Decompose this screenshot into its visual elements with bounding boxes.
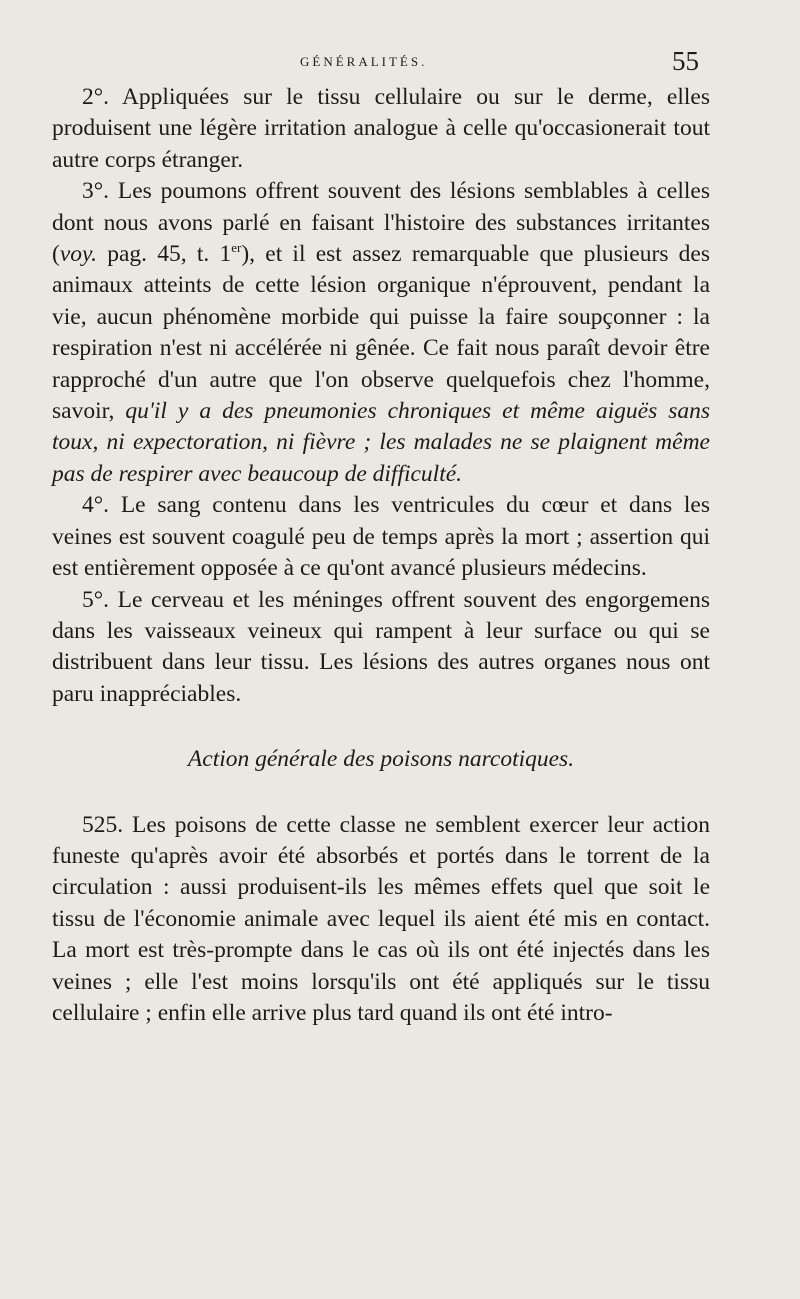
paragraph-3-italic-quote: qu'il y a des pneumonies chroniques et même aiguës sans toux, ni expectoration, ni fièvre ; les malades ne se plaignent même pas de respirer avec beaucoup de difficulté. [52, 398, 711, 487]
paragraph-3-part3: ), et il est assez remarquable que plusieurs des animaux atteints de cette lésion organique n'éprouvent, pendant la vie, aucun phénomène morbide qui puisse la faire soupçonner : la respiration n'est ni accélérée ni gênée. Ce fait nous paraît devoir être rapproché d'un autre que l'on observe quelquefois chez l'homme, savoir, [52, 241, 710, 425]
paragraph-525: 525. Les poisons de cette classe ne semblent exercer leur action funeste qu'après avoir été absorbés et portés dans le torrent de la circulation : aussi produisent-ils les mêmes effets quel que soit le tissu de l'économie animale avec lequel ils aient été mis en contact. La mort est très-prompte dans le cas où ils ont été injectés dans les veines ; elle l'est moins lorsqu'ils ont été appliqués sur le tissu cellulaire ; enfin elle arrive plus tard quand ils ont été intro- [52, 811, 710, 1026]
paragraph-4: 4°. Le sang contenu dans les ventricules du cœur et dans les veines est souvent coagulé peu de temps après la mort ; assertion qui est entièrement opposée à ce qu'ont avancé plusieurs médecins. [52, 492, 710, 582]
section-heading: Action générale des poisons narcotiques. [187, 746, 575, 773]
text-body [52, 82, 710, 1029]
running-head [0, 46, 800, 80]
paragraph-2: 2°. Appliquées sur le tissu cellulaire ou sur le derme, elles produisent une légère irritation analogue à celle qu'occasionerait tout autre corps étranger. [52, 84, 710, 173]
paragraph-3 [52, 176, 710, 490]
paragraph-5: 5°. Le cerveau et les méninges offrent souvent des engorgemens dans les vaisseaux veineux qui rampent à leur surface ou qui se distribuent dans leur tissu. Les lésions des autres organes nous ont paru inappréciables. [52, 586, 710, 707]
paragraph-3-superscript: er [231, 240, 242, 256]
paragraph-3-part2: pag. 45, t. 1 [97, 241, 232, 268]
page-number: 55 [672, 46, 699, 76]
paragraph-3-voy: voy. [59, 241, 98, 268]
paragraph-3-part1: 3°. Les poumons offrent souvent des lésions semblables à celles dont nous avons parlé en faisant l'histoire des substances irritantes ( [52, 178, 710, 268]
running-title: GÉNÉRALITÉS. [300, 54, 428, 69]
